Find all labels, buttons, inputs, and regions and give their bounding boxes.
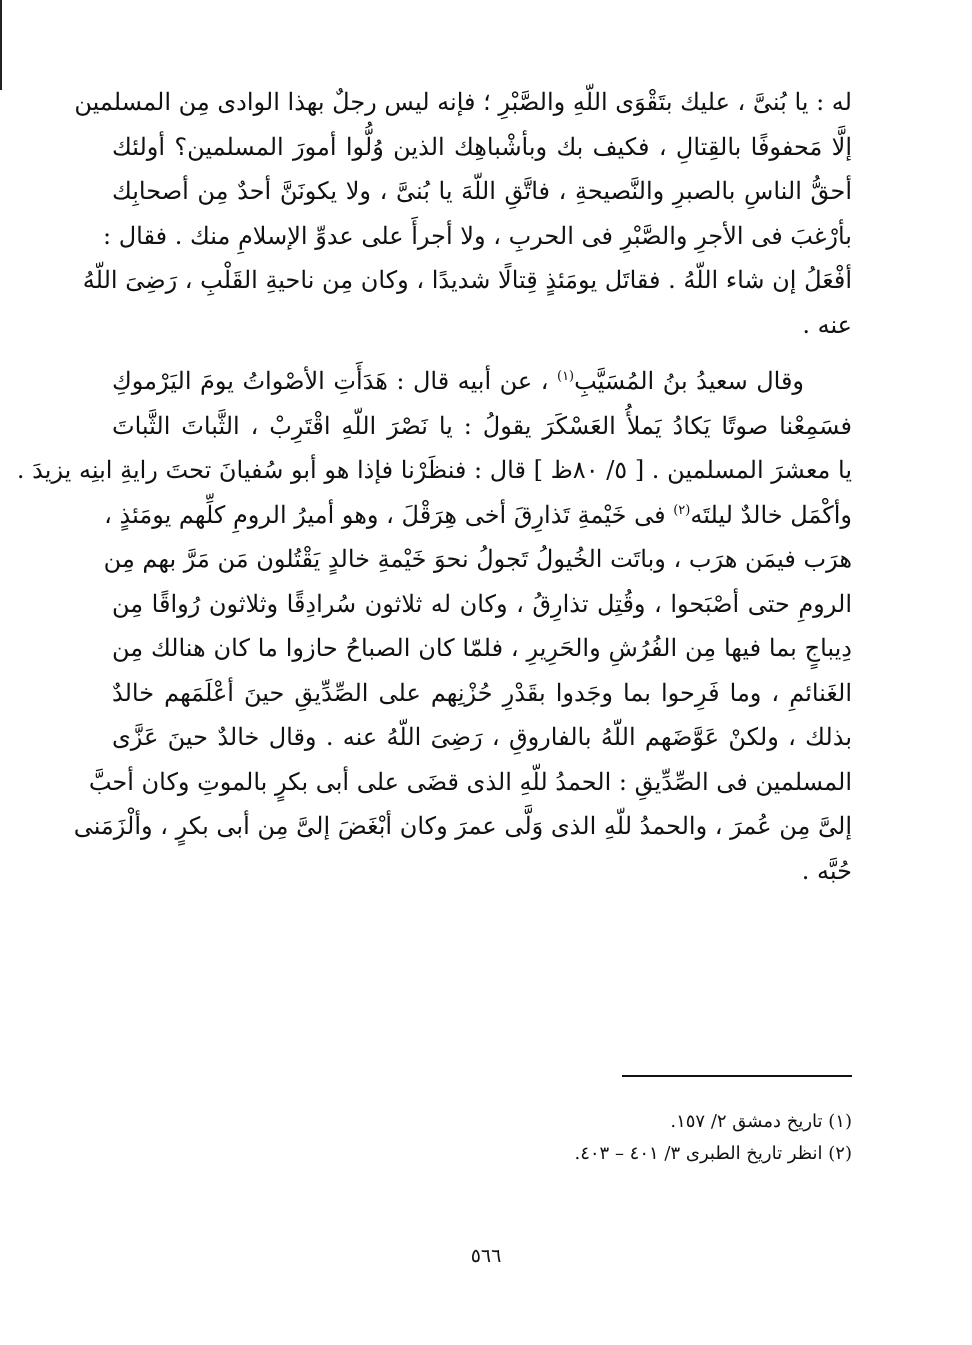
page-body <box>16 80 853 893</box>
footnote-reference-2: (٢) <box>673 502 691 518</box>
footnote-divider <box>622 1075 852 1077</box>
text-fragment: فى خَيْمةِ تَذارِقَ أخى هِرَقْلَ ، وهو أميرُ الرومِ كلِّهم يومَئذٍ ، <box>104 500 674 529</box>
page-number: ٥٦٦ <box>470 1245 502 1267</box>
text-line: بأرْغبَ فى الأجرِ والصَّبْرِ فى الحربِ ، ولا أجرأَ على عدوِّ الإسلامِ منك . فقال : <box>103 221 852 250</box>
footnotes <box>112 1106 852 1170</box>
footnote-2: (٢) انظر تاريخ الطبرى ٣/ ٤٠١ – ٤٠٣. <box>574 1143 852 1164</box>
text-line: دِيباجٍ بما فيها مِن الفُرُشِ والحَرِيرِ ، فلمّا كان الصباحُ حازوا ما كان هنالك مِن <box>112 634 852 662</box>
text-line: إلىَّ مِن عُمرَ ، والحمدُ للّهِ الذى وَلَّى عمرَ وكان أبْغَضَ إلىَّ مِن أبى بكرٍ ، وألْزَمَنى <box>73 812 852 840</box>
paragraph-1 <box>74 80 852 347</box>
text-line <box>112 359 852 404</box>
text-line: الغَنائمِ ، وما فَرِحوا بما وجَدوا بقَدْرِ حُزْنِهم على الصِّدِّيقِ حينَ أعْلَمَهم خالدٌ <box>112 678 852 707</box>
scan-edge-mark <box>0 0 2 90</box>
footnote-reference-1: (١) <box>556 369 575 384</box>
text-line: له : يا بُنىَّ ، عليك بتَقْوَى اللّهِ والصَّبْرِ ؛ فإنه ليس رجلٌ بهذا الوادى مِن المسلمين <box>74 88 852 116</box>
footnote-1: (١) تاريخ دمشق ٢/ ١٥٧. <box>670 1111 852 1132</box>
text-line: أحقُّ الناسِ بالصبرِ والنَّصيحةِ ، فاتَّقِ اللّهَ يا بُنىَّ ، ولا يكونَنَّ أحدٌ مِن أصحابِك <box>112 177 852 205</box>
paragraph-2 <box>16 359 853 893</box>
text-line: أفْعَلُ إن شاء اللّهُ . فقاتَل يومَئذٍ قِتالًا شديدًا ، وكان مِن ناحيةِ القَلْبِ ، رَضِىَ اللّهُ <box>82 266 852 294</box>
text-line: يا معشرَ المسلمين . [ ٥/ ٨٠ظ ] قال : فنظَرْنا فإذا هو أبو سُفيانَ تحتَ رايةِ ابنِه يزيدَ . <box>16 456 852 484</box>
text-line: إلَّا مَحفوفًا بالقِتالِ ، فكيف بك وبأشْباهِك الذين وُلُّوا أمورَ المسلمين؟ أولئك <box>112 132 852 161</box>
text-fragment: وأكْمَل خالدٌ ليلتَه <box>690 500 852 529</box>
text-fragment: وقال سعيدُ بنُ المُسَيَّبِ <box>574 367 804 395</box>
text-line <box>104 493 852 538</box>
text-line: فسَمِعْنا صوتًا يَكادُ يَملأُ العَسْكَرَ يقولُ : يا نَصْرَ اللّهِ اقْتَرِبْ ، الثَّباتَ الثَّباتَ <box>112 411 853 440</box>
text-line: الرومِ حتى أصْبَحوا ، وقُتِل تذارِقُ ، وكان له ثلاثون سُرادِقًا وثلاثون رُواقًا مِن <box>112 589 852 618</box>
text-line: هرَب فيمَن هرَب ، وباتَت الخُيولُ تَجولُ نحوَ خَيْمةِ خالدٍ يَقْتُلون مَن مَرَّ بهم مِن <box>103 545 852 573</box>
text-line: المسلمين فى الصِّدِّيقِ : الحمدُ للّهِ الذى قضَى على أبى بكرٍ بالموتِ وكان أحبَّ <box>88 767 852 796</box>
text-line: عنه . <box>802 310 852 339</box>
text-line: بذلك ، ولكنْ عَوَّضَهم اللّهُ بالفاروقِ ، رَضِىَ اللّهُ عنه . وقال خالدٌ حينَ عَزَّى <box>112 723 852 751</box>
text-fragment: ، عن أبيه قال : هَدَأَتِ الأصْواتُ يومَ اليَرْموكِ <box>112 367 557 395</box>
text-line: حُبَّه . <box>801 856 852 885</box>
